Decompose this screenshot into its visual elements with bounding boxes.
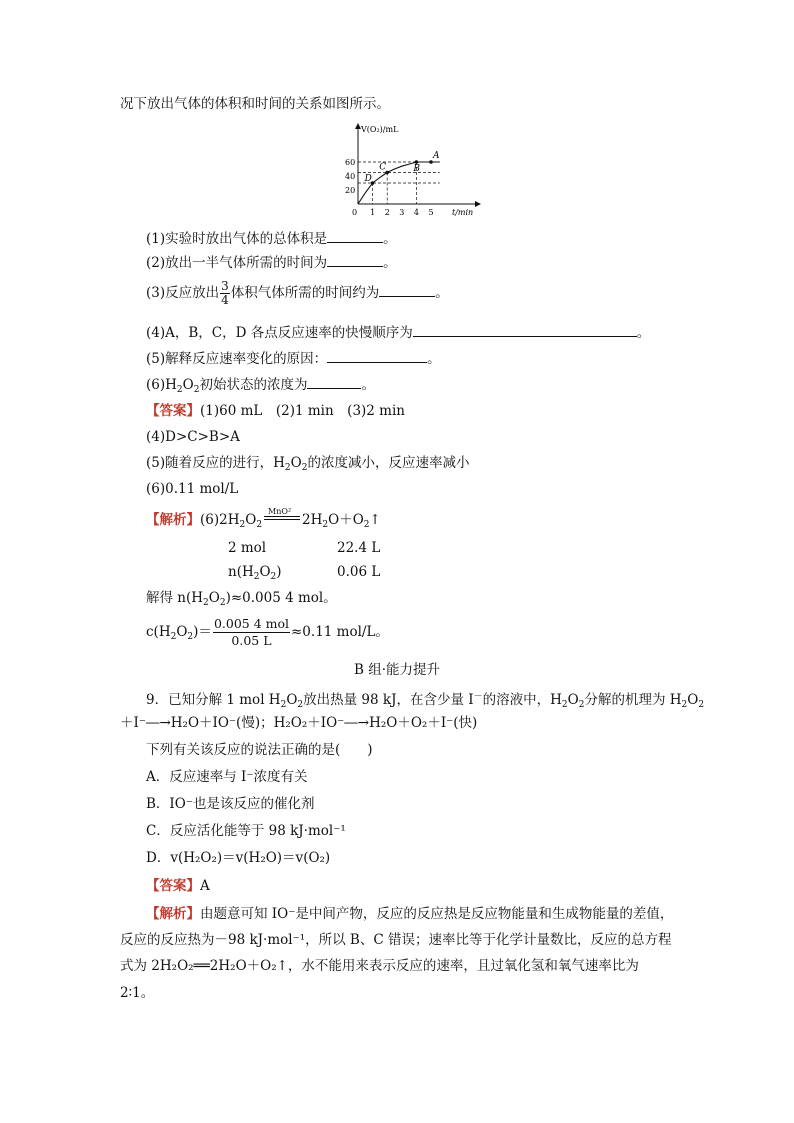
volume-time-chart (330, 118, 490, 220)
point-label-C: C (379, 162, 387, 173)
stoich-row-2-right: 0.06 L (337, 564, 381, 580)
point-label-A: A (433, 151, 440, 161)
stoich-row-1-right: 22.4 L (337, 540, 381, 556)
answer-line-5: (5)随着反应的进行，$H_2O_2$的浓度减小，反应速率减小 (146, 455, 470, 473)
answer-blank-2[interactable] (327, 252, 383, 267)
y-axis-label: V(O₂)/mL (361, 125, 399, 134)
point-label-D: D (364, 174, 372, 184)
explanation-line-4: 2∶1。 (120, 985, 155, 1001)
x-tick-5: 5 (428, 208, 434, 217)
option-b[interactable]: B．IO⁻也是该反应的催化剂 (146, 796, 315, 812)
question-2: (2)放出一半气体所需的时间为 。 (146, 252, 397, 273)
explanation-line-3: 式为 2H₂O₂══2H₂O＋O₂↑，水不能用来表示反应的速率，且过氧化氢和氧气速率比为 (120, 958, 639, 974)
x-tick-2: 2 (384, 208, 390, 217)
answer-9: 【答案】A (146, 878, 210, 894)
y-tick-60: 60 (345, 158, 356, 167)
explanation-line-1: 【解析】由题意可知 IO⁻是中间产物，反应的反应热是反应物能量和生成物能量的差值， (146, 906, 674, 922)
stoich-row-2-left: $n(H_2O_2)$ (228, 564, 282, 582)
question-5: (5)解释反应速率变化的原因： 。 (146, 348, 441, 369)
question-6: $(6)H_2O_2$初始状态的浓度为 。 (146, 374, 375, 400)
x-tick-3: 3 (399, 208, 405, 217)
y-tick-40: 40 (345, 172, 356, 181)
origin-label: 0 (352, 208, 358, 217)
question-9-stem: 下列有关该反应的说法正确的是( ) (146, 742, 373, 758)
answer-blank-3[interactable] (379, 282, 435, 297)
x-axis-label: t/min (452, 208, 474, 217)
question-1: (1)实验时放出气体的总体积是 。 (146, 228, 397, 249)
reaction-arrow: MnO² (262, 510, 302, 524)
option-d[interactable]: D．v(H₂O₂)＝v(H₂O)＝v(O₂) (146, 850, 331, 866)
answer-blank-6[interactable] (307, 374, 361, 389)
explanation-line-2: 反应的反应热为－98 kJ·mol⁻¹，所以 B、C 错误；速率比等于化学计量数比，反应的总方程 (120, 932, 672, 948)
answer-line-1: 【答案】(1)60 mL (2)1 min (3)2 min (146, 403, 405, 419)
concentration-fraction: $\frac{\text{0.005 4 mol}}{0.05 L}$ (213, 616, 289, 648)
stoich-row-1-left: 2 mol (228, 540, 267, 556)
intro-text: 况下放出气体的体积和时间的关系如图所示。 (120, 96, 390, 112)
concentration-line: $c(H_2O_2)=$ $\frac{\text{0.005 4 mol}}{0.05 L}$ ≈0.11 mol/L。 (146, 616, 389, 648)
answer-blank-5[interactable] (327, 348, 427, 363)
question-4: (4)A，B，C，D 各点反应速率的快慢顺序为 。 (146, 322, 650, 343)
section-title: B 组·能力提升 (353, 662, 440, 678)
question-9-line-2: ＋I⁻―→H₂O＋IO⁻(慢)；H₂O₂＋IO⁻―→H₂O＋O₂＋I⁻(快) (120, 715, 478, 731)
analysis-equation: 【解析】$(6)2H_2O_2$ MnO² $2H_2O+O_2↑$ (146, 507, 381, 530)
point-label-B: B (413, 164, 421, 174)
x-tick-1: 1 (370, 208, 376, 217)
answer-blank-4[interactable] (413, 322, 637, 337)
option-c[interactable]: C．反应活化能等于 98 kJ·mol⁻¹ (146, 823, 346, 839)
analysis-tag: 【解析】 (146, 512, 200, 528)
answer-line-4: (4)D>C>B>A (146, 429, 240, 445)
y-tick-20: 20 (345, 186, 356, 195)
answer-tag: 【答案】 (146, 403, 200, 419)
option-a[interactable]: A．反应速率与 I⁻浓度有关 (146, 769, 308, 785)
question-9-line-1: 9．已知分解 1 mol $H_2O_2$放出热量 98 kJ，在含少量 I－的溶液中，$H_2O_2$分解的机理为 $H_2O_2$ (146, 692, 705, 710)
answer-blank-1[interactable] (327, 228, 383, 243)
solve-line: 解得 $n(H_2O_2)\approx 0.005$ 4 mol。 (146, 590, 337, 608)
question-3: (3)反应放出 $\frac{3}{4}$ 体积气体所需的时间约为 。 (146, 279, 449, 307)
answer-line-6: (6)0.11 mol/L (146, 481, 239, 497)
fraction-three-quarters: $\frac{3}{4}$ (221, 279, 229, 307)
x-tick-4: 4 (413, 208, 419, 217)
